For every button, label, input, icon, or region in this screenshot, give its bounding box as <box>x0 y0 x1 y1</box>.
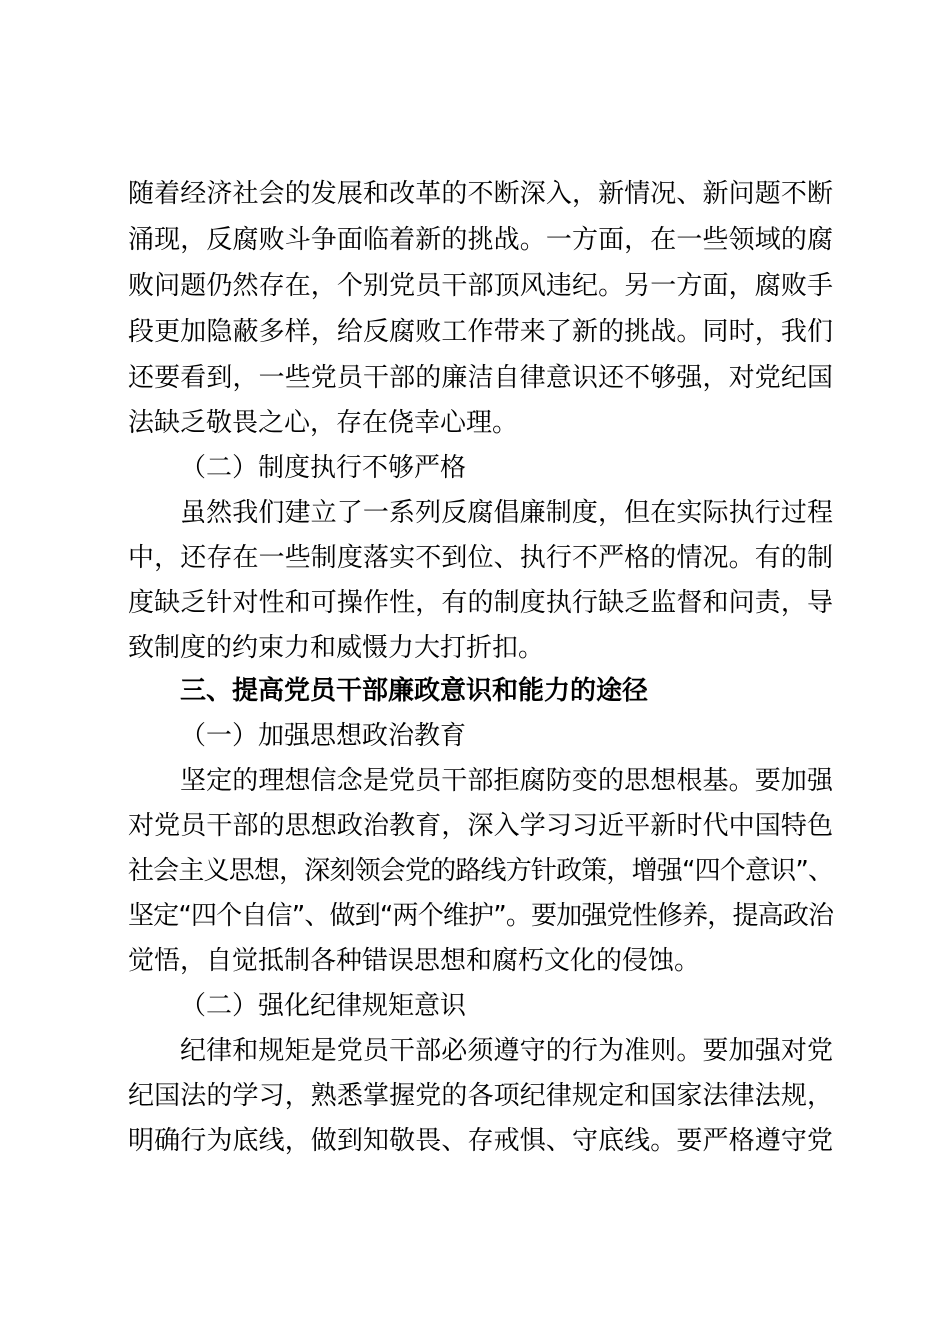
paragraph-line: 社会主义思想，深刻领会党的路线方针政策，增强“四个意识”、 <box>128 856 833 886</box>
paragraph-line: 致制度的约束力和威慑力大打折扣。 <box>128 633 545 663</box>
paragraph-line: 明确行为底线，做到知敬畏、存戒惧、守底线。要严格遵守党 <box>128 1126 833 1156</box>
paragraph-line: 坚定“四个自信”、做到“两个维护”。要加强党性修养，提高政治 <box>128 901 833 931</box>
paragraph-line: 纪律和规矩是党员干部必须遵守的行为准则。要加强对党 <box>180 1036 833 1066</box>
paragraph-line: 中，还存在一些制度落实不到位、执行不严格的情况。有的制 <box>128 543 833 573</box>
subsection-title: （二）强化纪律规矩意识 <box>180 991 467 1021</box>
paragraph-line: 涌现，反腐败斗争面临着新的挑战。一方面，在一些领域的腐 <box>128 225 833 255</box>
paragraph-line: 段更加隐蔽多样，给反腐败工作带来了新的挑战。同时，我们 <box>128 317 833 347</box>
paragraph-line: 随着经济社会的发展和改革的不断深入，新情况、新问题不断 <box>128 179 833 209</box>
paragraph-line: 还要看到，一些党员干部的廉洁自律意识还不够强，对党纪国 <box>128 363 833 393</box>
paragraph-line: 纪国法的学习，熟悉掌握党的各项纪律规定和国家法律法规， <box>128 1081 833 1111</box>
paragraph-line: 法缺乏敬畏之心，存在侥幸心理。 <box>128 408 519 438</box>
section-heading: 三、提高党员干部廉政意识和能力的途径 <box>180 676 649 706</box>
paragraph-line: 败问题仍然存在，个别党员干部顶风违纪。另一方面，腐败手 <box>128 271 833 301</box>
paragraph-line: 坚定的理想信念是党员干部拒腐防变的思想根基。要加强 <box>180 766 833 796</box>
paragraph-line: 对党员干部的思想政治教育，深入学习习近平新时代中国特色 <box>128 811 833 841</box>
paragraph-line: 度缺乏针对性和可操作性，有的制度执行缺乏监督和问责，导 <box>128 588 833 618</box>
paragraph-line: 虽然我们建立了一系列反腐倡廉制度，但在实际执行过程 <box>180 498 833 528</box>
paragraph-line: 觉悟，自觉抵制各种错误思想和腐朽文化的侵蚀。 <box>128 946 701 976</box>
subsection-title: （二）制度执行不够严格 <box>180 453 467 483</box>
subsection-title: （一）加强思想政治教育 <box>180 721 467 751</box>
